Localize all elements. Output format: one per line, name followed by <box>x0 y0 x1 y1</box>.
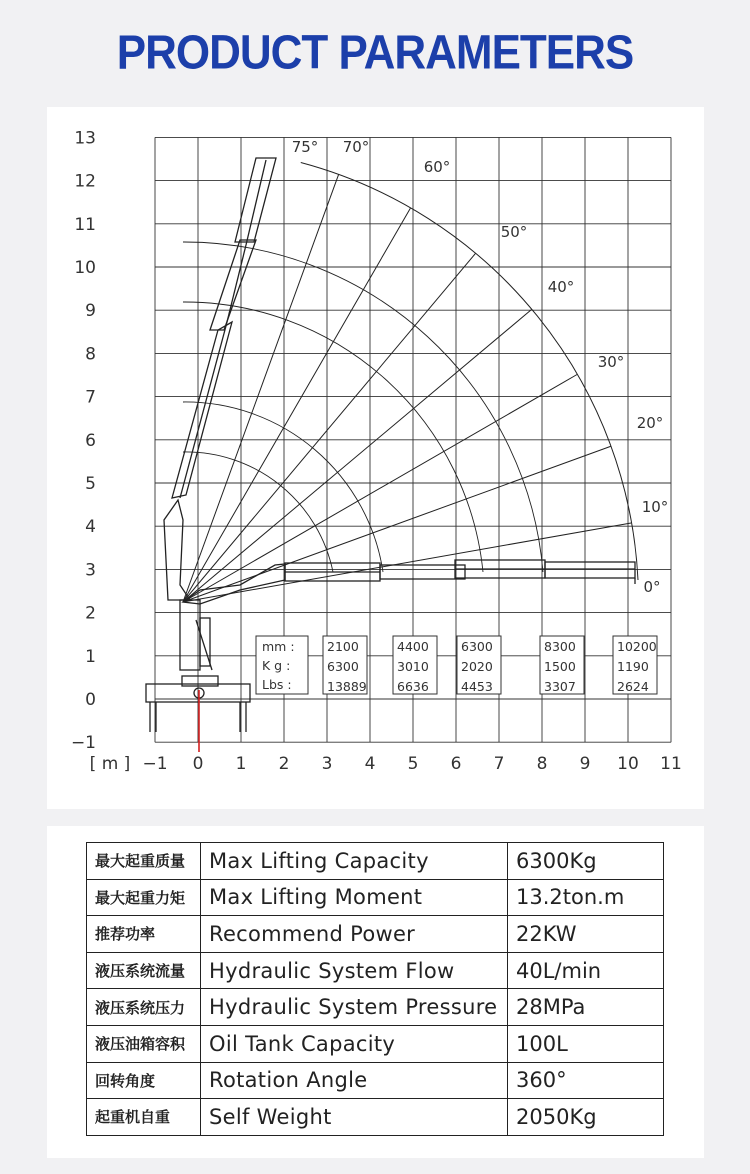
spec-row <box>87 879 664 916</box>
spec-en-label: Max Lifting Moment <box>201 879 508 916</box>
raised-boom <box>164 158 276 600</box>
load-header-kg: K g : <box>262 658 291 673</box>
load-value-mm: 2100 <box>327 639 359 654</box>
spec-en-label: Oil Tank Capacity <box>201 1025 508 1062</box>
spec-value: 2050Kg <box>508 1099 664 1136</box>
y-tick-label: −1 <box>70 733 96 754</box>
x-tick-label: 1 <box>235 754 247 774</box>
spec-row <box>87 1025 664 1062</box>
load-value-kg: 2020 <box>461 659 493 674</box>
y-tick-label: 0 <box>85 690 96 710</box>
angle-ray <box>183 174 339 602</box>
spec-row <box>87 916 664 953</box>
x-tick-label: 0 <box>192 754 204 774</box>
y-tick-label: 2 <box>85 603 96 624</box>
y-tick-label: 4 <box>85 517 96 538</box>
spec-row <box>87 1062 664 1099</box>
load-value-lbs: 6636 <box>397 679 429 694</box>
spec-row <box>87 843 664 880</box>
y-tick-label: 5 <box>85 474 96 494</box>
page-title: PRODUCT PARAMETERS <box>116 25 634 80</box>
spec-cn-label: 液压系统流量 <box>87 952 201 989</box>
spec-row <box>87 1099 664 1136</box>
y-tick-label: 8 <box>85 344 96 365</box>
y-tick-label: 3 <box>85 560 96 581</box>
spec-value: 40L/min <box>508 952 664 989</box>
spec-value: 22KW <box>508 916 664 953</box>
x-tick-label: 8 <box>536 754 548 774</box>
x-unit-label: [ m ] <box>89 754 131 774</box>
spec-en-label: Hydraulic System Pressure <box>201 989 508 1026</box>
spec-value: 6300Kg <box>508 843 664 880</box>
spec-en-label: Rotation Angle <box>201 1062 508 1099</box>
angle-label: 0° <box>643 578 661 596</box>
y-tick-label: 10 <box>74 258 96 278</box>
spec-cn-label: 推荐功率 <box>87 916 201 953</box>
x-tick-label: 3 <box>321 754 333 774</box>
y-tick-label: 1 <box>85 646 96 667</box>
y-tick-label: 13 <box>74 128 96 149</box>
spec-en-label: Recommend Power <box>201 916 508 953</box>
spec-en-label: Max Lifting Capacity <box>201 843 508 880</box>
load-value-mm: 6300 <box>461 639 493 654</box>
angle-ray <box>183 253 475 602</box>
spec-en-label: Self Weight <box>201 1099 508 1136</box>
y-tick-label: 7 <box>85 387 96 408</box>
x-tick-label: 5 <box>407 754 419 774</box>
load-value-kg: 1190 <box>617 659 649 674</box>
load-value-kg: 6300 <box>327 659 359 674</box>
angle-rays <box>183 163 638 602</box>
y-tick-label: 11 <box>74 214 96 235</box>
angle-label: 30° <box>597 353 625 371</box>
spec-cn-label: 回转角度 <box>87 1062 201 1099</box>
load-value-lbs: 2624 <box>617 679 649 694</box>
y-tick-label: 12 <box>74 171 96 192</box>
angle-label: 75° <box>291 138 319 156</box>
spec-value: 13.2ton.m <box>508 879 664 916</box>
x-tick-label: 6 <box>450 754 462 774</box>
load-value-lbs: 4453 <box>461 679 493 694</box>
load-table <box>256 636 657 694</box>
y-tick-label: 9 <box>85 301 96 322</box>
angle-label: 70° <box>342 138 370 156</box>
angle-label: 60° <box>423 158 451 176</box>
angle-label: 50° <box>500 223 528 241</box>
spec-value: 360° <box>508 1062 664 1099</box>
load-value-mm: 10200 <box>617 639 657 654</box>
spec-value: 28MPa <box>508 989 664 1026</box>
spec-cn-label: 液压系统压力 <box>87 989 201 1026</box>
y-tick-label: 6 <box>85 430 96 451</box>
angle-label: 10° <box>641 498 669 516</box>
angle-label: 40° <box>547 278 575 296</box>
angle-label: 20° <box>636 414 664 432</box>
x-tick-label: 10 <box>617 754 639 774</box>
load-value-mm: 8300 <box>544 639 576 654</box>
load-value-lbs: 3307 <box>544 679 576 694</box>
spec-cn-label: 起重机自重 <box>87 1099 201 1136</box>
x-tick-label: 9 <box>579 754 591 774</box>
x-tick-label: 7 <box>493 754 505 774</box>
x-tick-label: 4 <box>364 754 376 774</box>
spec-row <box>87 989 664 1026</box>
spec-cn-label: 最大起重质量 <box>87 843 201 880</box>
spec-table <box>86 842 664 1136</box>
axis-labels <box>71 128 682 774</box>
load-value-mm: 4400 <box>397 639 429 654</box>
spec-cn-label: 液压油箱容积 <box>87 1025 201 1062</box>
angle-labels <box>292 138 669 596</box>
horizontal-boom <box>183 560 635 604</box>
load-value-lbs: 13889 <box>327 679 367 694</box>
spec-en-label: Hydraulic System Flow <box>201 952 508 989</box>
x-tick-label: 11 <box>660 754 682 774</box>
outer-range-arc <box>301 163 638 580</box>
load-header-lbs: Lbs : <box>262 677 292 692</box>
spec-value: 100L <box>508 1025 664 1062</box>
x-tick-label: 2 <box>278 754 290 774</box>
spec-row <box>87 952 664 989</box>
load-value-kg: 1500 <box>544 659 576 674</box>
spec-cn-label: 最大起重力矩 <box>87 879 201 916</box>
x-tick-label: −1 <box>142 754 168 774</box>
load-header-mm: mm : <box>262 639 295 654</box>
load-value-kg: 3010 <box>397 659 429 674</box>
